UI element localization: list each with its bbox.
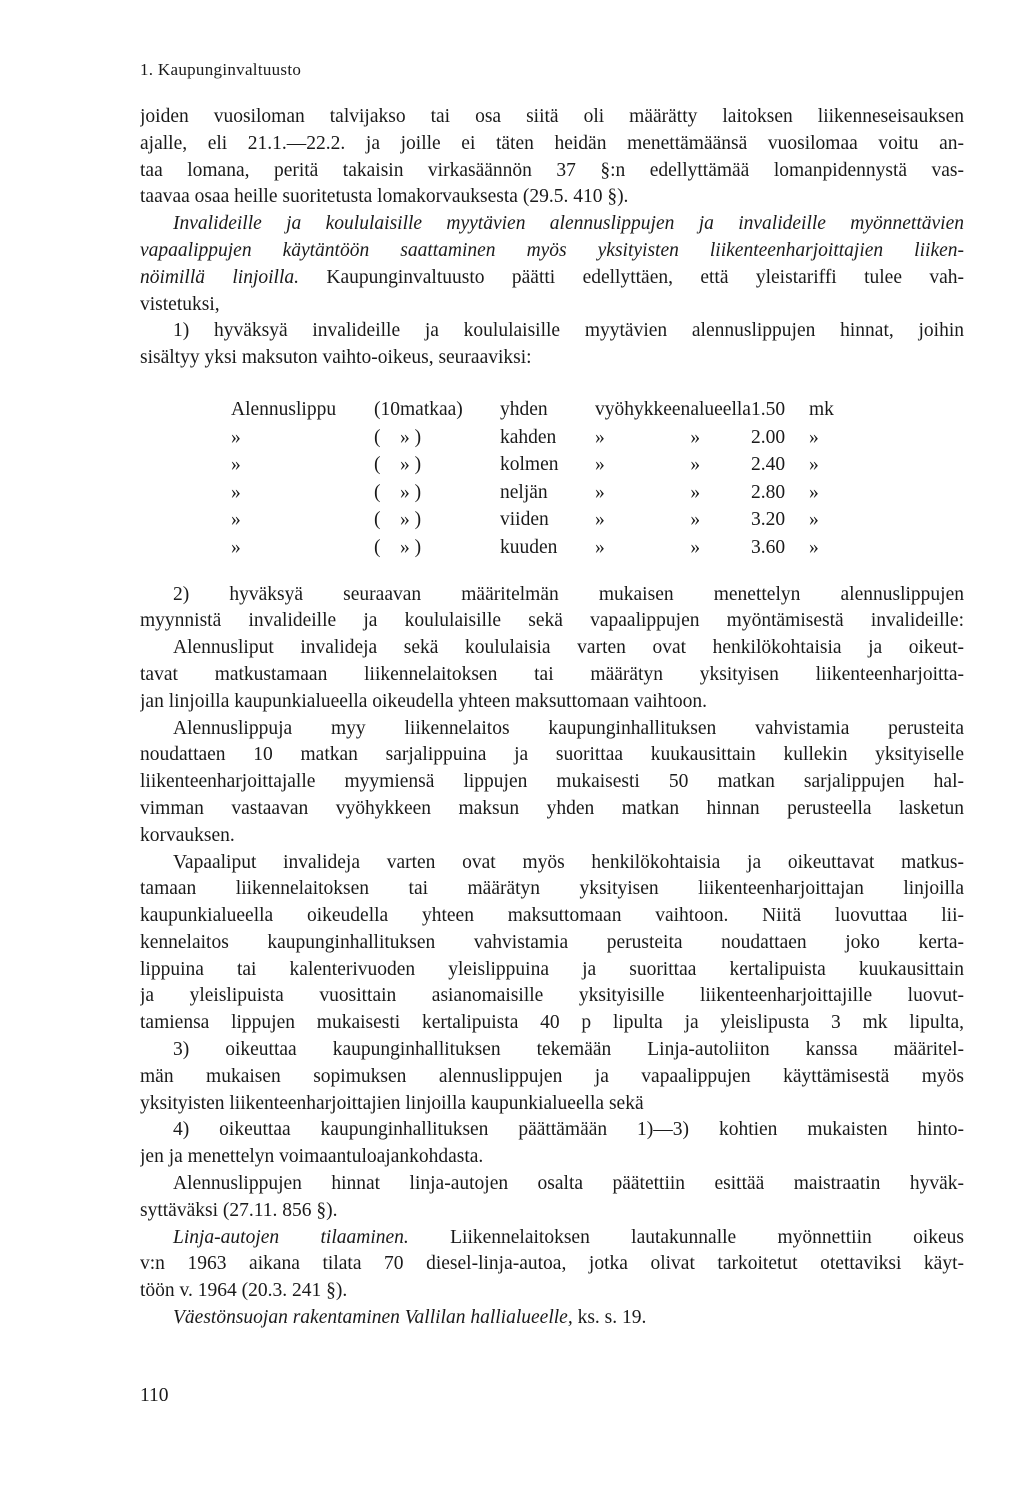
fare-cell-open: ( <box>374 536 381 558</box>
text-line: lippuina tai kalenterivuoden yleislippuina ja suorittaa kertalipuista kuukausittain <box>140 958 964 980</box>
text-line: korvauksen. <box>140 824 235 846</box>
paragraph-item-1 <box>140 318 964 372</box>
text-line: noudattaen 10 matkan sarjalippuina ja suorittaa kuukausittain kullekin yksityiselle <box>140 744 964 766</box>
text-line: vistetuksi, <box>140 293 220 315</box>
fare-cell-trips: » ) <box>400 454 422 476</box>
text-line: taavaa osaa heille suoritetusta lomakorvauksesta (29.5. 410 §). <box>140 186 629 208</box>
paragraph-item-4 <box>140 1117 964 1171</box>
fare-cell-unit: » <box>808 536 819 558</box>
fare-cell-price: 3.60 <box>750 536 786 558</box>
fare-cell-area: » <box>690 509 701 531</box>
text-line: myynnistä invalideille ja koululaisille sekä vapaalippujen myöntämisestä invalideille: <box>140 610 964 632</box>
text-line: joiden vuosiloman talvijakso tai osa siitä oli määrätty laitoksen liikenneseisauksen <box>140 106 964 127</box>
fare-cell-word: » <box>595 509 605 531</box>
fare-row <box>231 396 859 424</box>
text-line <box>140 1225 964 1252</box>
paragraph-item-2 <box>140 582 964 716</box>
fare-cell-ticket: Alennuslippu <box>231 398 337 420</box>
section-heading: nöimillä linjoilla. <box>140 266 299 288</box>
fare-cell-trips: » ) <box>400 426 422 448</box>
text-line: syttäväksi (27.11. 856 §). <box>140 1199 338 1221</box>
text-line: ajalle, eli 21.1.—22.2. ja joille ei täten heidän menettämäänsä vuosilomaa voitu an- <box>140 132 964 154</box>
fare-cell-unit: mk <box>808 398 834 420</box>
section-heading: vapaalippujen käytäntöön saattaminen myös yksityisten liikenteenharjoittajien liiken- <box>140 239 964 261</box>
fare-cell-open: ( <box>374 454 381 476</box>
fare-cell-area: » <box>690 481 701 503</box>
fare-cell-unit: » <box>808 454 819 476</box>
fare-cell-trips: » ) <box>400 536 422 558</box>
text-line: kennelaitos kaupunginhallituksen vahvistamia perusteita noudattaen joko kerta- <box>140 931 964 953</box>
text-line: tavat matkustamaan liikennelaitoksen tai määrätyn yksityisen liikenteenharjoitta- <box>140 663 964 685</box>
fare-cell-open: ( <box>374 426 381 448</box>
running-header: 1. Kaupunginvaltuusto <box>140 60 302 79</box>
text-line: vimman vastaavan vyöhykkeen maksun yhden matkan hinnan perusteella lasketun <box>140 797 964 819</box>
text-line: 1) hyväksyä invalideille ja koululaisille myytävien alennuslippujen hinnat, joihin <box>173 320 964 342</box>
text-line <box>140 265 964 292</box>
text-line: kaupunkialueella oikeudella yhteen maksuttomaan vaihtoon. Niitä luovuttaa lii- <box>140 905 964 927</box>
section-heading: Linja-autojen tilaaminen. <box>173 1226 409 1248</box>
fare-cell-trips: » ) <box>400 509 422 531</box>
paragraph-bus-orders <box>140 1225 964 1305</box>
fare-cell-word: » <box>595 454 605 476</box>
fare-row <box>231 534 859 562</box>
fare-row <box>231 451 859 479</box>
fare-row <box>231 479 859 507</box>
paragraph-magistrate <box>140 1171 964 1225</box>
fare-cell-word: vyöhykkeen <box>595 398 691 420</box>
text-span: Kaupunginvaltuusto päätti edellyttäen, että yleistariffi tulee vah- <box>326 266 964 288</box>
text-line: Alennusliput invalideja sekä koululaisia varten ovat henkilökohtaisia ja oikeut- <box>173 637 964 659</box>
fare-cell-unit: » <box>808 509 819 531</box>
section-heading: Väestönsuojan rakentaminen Vallilan hallialueelle, <box>173 1307 573 1329</box>
text-line: 2) hyväksyä seuraavan määritelmän mukaisen menettelyn alennuslippujen <box>173 583 964 605</box>
text-line: liikenteenharjoittajalle myymiensä lippujen mukaisesti 50 matkan sarjalippujen hal- <box>140 771 964 793</box>
paragraph-free-tickets <box>140 850 964 1038</box>
fare-cell-ticket: » <box>231 536 241 558</box>
fare-cell-zone: kuuden <box>500 536 558 558</box>
text-line: taa lomana, peritä takaisin virkasäännön 37 §:n edellyttämää lomanpidennystä vas- <box>140 159 964 181</box>
fare-cell-price: 2.00 <box>750 426 786 448</box>
spacer <box>140 372 964 396</box>
text-line: 3) oikeuttaa kaupunginhallituksen tekemään Linja-autoliiton kanssa määritel- <box>173 1039 964 1061</box>
fare-row <box>231 506 859 534</box>
fare-cell-ticket: » <box>231 481 241 503</box>
text-line: Vapaaliput invalideja varten ovat myös henkilökohtaisia ja oikeuttavat matkus- <box>173 851 964 873</box>
text-line: Alennuslippujen hinnat linja-autojen osalta päätettiin esittää maistraatin hyväk- <box>173 1173 964 1195</box>
text-line: tamaan liikennelaitoksen tai määrätyn yksityisen liikenteenharjoittajan linjoilla <box>140 878 964 900</box>
fare-cell-word: » <box>595 426 605 448</box>
paragraph-discount-tickets <box>140 211 964 318</box>
fare-cell-unit: » <box>808 426 819 448</box>
fare-cell-zone: kolmen <box>500 454 559 476</box>
page-number: 110 <box>140 1385 169 1406</box>
text-line: tamiensa lippujen mukaisesti kertalipuista 40 p lipulta ja yleislipusta 3 mk lipulta, <box>140 1012 964 1034</box>
text-line: jen ja menettelyn voimaantuloajankohdasta. <box>140 1146 484 1168</box>
body-text <box>140 104 964 1332</box>
fare-cell-ticket: » <box>231 426 241 448</box>
fare-cell-area: alueella <box>690 398 751 420</box>
fare-cell-area: » <box>690 426 701 448</box>
fare-cell-word: » <box>595 536 605 558</box>
fare-cell-word: » <box>595 481 605 503</box>
fare-cell-zone: yhden <box>500 398 548 420</box>
fare-cell-open: (10 <box>374 398 400 420</box>
paragraph-shelter <box>140 1305 964 1332</box>
text-line: jan linjoilla kaupunkialueella oikeudella yhteen maksuttomaan vaihtoon. <box>140 690 707 712</box>
spacer <box>140 562 964 582</box>
fare-cell-zone: neljän <box>500 481 548 503</box>
fare-cell-zone: viiden <box>500 509 549 531</box>
text-line: ja yleislipuista vuosittain asianomaisille yksityisille liikenteenharjoittajille luovut- <box>140 985 964 1007</box>
text-line: sisältyy yksi maksuton vaihto-oikeus, seuraaviksi: <box>140 347 532 369</box>
fare-cell-price: 2.40 <box>750 454 786 476</box>
text-span: ks. s. 19. <box>572 1307 647 1329</box>
section-heading: Invalideille ja koululaisille myytävien alennuslippujen ja invalideille myönnettävien <box>173 213 964 235</box>
text-span: Liikennelaitoksen lautakunnalle myönnettiin oikeus <box>408 1226 964 1248</box>
text-line: v:n 1963 aikana tilata 70 diesel-linja-autoa, jotka olivat tarkoitetut otettaviksi käyt- <box>140 1253 964 1275</box>
fare-cell-price: 3.20 <box>750 509 786 531</box>
text-line: yksityisten liikenteenharjoittajien linjoilla kaupunkialueella sekä <box>140 1092 644 1114</box>
fare-cell-price: 1.50 <box>750 398 786 420</box>
text-line: 4) oikeuttaa kaupunginhallituksen päättämään 1)—3) kohtien mukaisten hinto- <box>173 1119 964 1141</box>
fare-cell-area: » <box>690 454 701 476</box>
fare-cell-trips: » ) <box>400 481 422 503</box>
fare-cell-zone: kahden <box>500 426 557 448</box>
paragraph-discount-sales <box>140 716 964 850</box>
text-line <box>140 1305 964 1332</box>
fare-row <box>231 424 859 452</box>
paragraph-item-3 <box>140 1037 964 1117</box>
fare-cell-ticket: » <box>231 509 241 531</box>
fare-cell-open: ( <box>374 481 381 503</box>
fare-cell-open: ( <box>374 509 381 531</box>
fare-cell-unit: » <box>808 481 819 503</box>
fare-cell-trips: matkaa) <box>400 398 463 420</box>
paragraph-vacation-compensation <box>140 104 964 211</box>
fare-cell-ticket: » <box>231 454 241 476</box>
text-line: Alennuslippuja myy liikennelaitos kaupunginhallituksen vahvistamia perusteita <box>173 717 964 739</box>
fare-table <box>231 396 859 562</box>
text-line: töön v. 1964 (20.3. 241 §). <box>140 1280 348 1302</box>
fare-cell-price: 2.80 <box>750 481 786 503</box>
text-line: män mukaisen sopimuksen alennuslippujen ja vapaalippujen käyttämisestä myös <box>140 1065 964 1087</box>
fare-cell-area: » <box>690 536 701 558</box>
